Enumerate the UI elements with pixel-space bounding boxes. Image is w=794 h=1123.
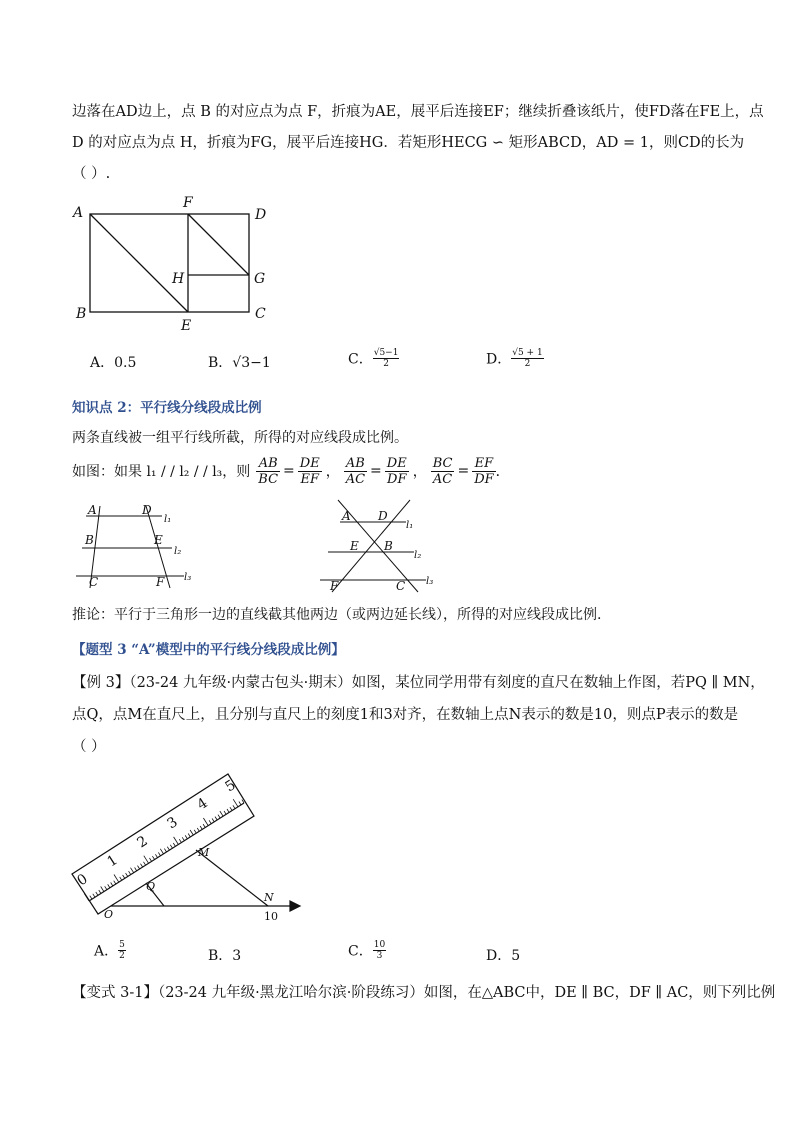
knowledge-text-1: 两条直线被一组平行线所截，所得的对应线段成比例。	[72, 430, 408, 446]
f2-eq: =	[370, 463, 382, 479]
fig2-label-a: A	[88, 503, 97, 517]
f1-num: AB	[256, 456, 280, 472]
ruler-num-3: 3	[164, 814, 181, 833]
f3-den: AC	[432, 471, 453, 487]
choice2-c-numerator: 10	[373, 940, 386, 950]
choice-b-prefix: B．	[208, 355, 233, 371]
fig1-label-c: C	[255, 306, 266, 322]
f2-den: AC	[345, 471, 366, 487]
fig4-label-n: N	[264, 891, 274, 904]
f3-num: BC	[432, 455, 453, 471]
sep-1: ，	[325, 464, 340, 480]
example3-line-3: （ ）	[72, 739, 106, 755]
fig2-label-b: B	[85, 533, 94, 547]
f1-rden: EF	[300, 471, 319, 487]
choice2-c-prefix: C．	[348, 943, 373, 960]
figure-parallel-lines-2	[318, 494, 448, 594]
choice-b[interactable]	[208, 352, 271, 372]
choice-c-numerator: √5−1	[373, 348, 399, 358]
choice2-a-numerator: 5	[119, 940, 125, 950]
choice-c[interactable]	[348, 348, 399, 369]
fig3-label-c: C	[396, 579, 406, 593]
fig3-label-e: E	[350, 539, 359, 553]
choice-c-denominator: 2	[383, 359, 389, 369]
choice2-a[interactable]	[94, 940, 126, 961]
fig3-label-l2: l₂	[414, 550, 422, 561]
choices-example-3	[0, 940, 794, 970]
problem-text-line-1: 边落在AD边上，点 B 的对应点为点 F，折痕为AE，展平后连接EF；继续折叠该纸片，使FD落在FE上，点	[72, 104, 764, 120]
f2-num: AB	[344, 456, 367, 472]
choice2-c-denominator: 3	[376, 951, 383, 961]
fig4-label-q: Q	[146, 880, 156, 893]
figure-ruler-number-line	[68, 768, 308, 924]
topic-heading: 【题型 3 “A”模型中的平行线分线段成比例】	[72, 642, 345, 658]
ruler-num-5: 5	[222, 777, 239, 796]
fig4-label-m: M	[198, 846, 210, 859]
example3-line-1: 【例 3】（23-24 九年级·内蒙古包头·期末）如图，某位同学用带有刻度的直尺在数轴上作图，若PQ ∥ MN，	[72, 675, 765, 691]
inference-text: 推论：平行于三角形一边的直线截其他两边（或两边延长线），所得的对应线段成比例.	[72, 607, 602, 623]
fig3-label-f: F	[330, 579, 339, 593]
problem-text-line-2: D 的对应点为点 H，折痕为FG，展平后连接HG．若矩形HECG ∽ 矩形ABCD，AD = 1，则CD的长为	[72, 135, 745, 151]
knowledge-heading: 知识点 2：平行线分线段成比例	[72, 400, 262, 416]
f1-den: BC	[258, 471, 279, 487]
choice-b-value: √3−1	[232, 355, 271, 371]
figure-parallel-lines-1	[70, 498, 210, 590]
variant-line-1: 【变式 3-1】（23-24 九年级·黑龙江哈尔滨·阶段练习）如图，在△ABC中，DE ∥ BC，DF ∥ AC，则下列比例	[72, 985, 776, 1001]
choice-a[interactable]: A．0.5	[90, 355, 137, 371]
choice-c-prefix: C．	[348, 351, 373, 368]
example3-line-2: 点Q，点M在直尺上，且分别与直尺上的刻度1和3对齐，在数轴上点N表示的数是10，则点P表示的数是	[72, 707, 739, 723]
choice-d-denominator: 2	[524, 359, 531, 369]
problem-text-line-3: （ ）.	[72, 166, 111, 182]
fig1-label-f: F	[183, 195, 193, 211]
fig3-label-d: D	[378, 509, 388, 523]
fig1-label-d: D	[255, 207, 267, 223]
fig2-label-l3: l₃	[184, 572, 192, 583]
choice-d-prefix: D．	[486, 351, 512, 368]
choice2-a-prefix: A．	[94, 943, 119, 960]
fig2-label-c: C	[89, 575, 99, 589]
fig1-label-b: B	[76, 306, 87, 322]
f3-eq: =	[457, 463, 470, 479]
choice-d[interactable]	[486, 348, 544, 369]
fig3-label-l1: l₁	[406, 520, 414, 531]
fig3-label-a: A	[342, 509, 351, 523]
proportion-end: ．	[495, 464, 510, 480]
fig3-label-b: B	[384, 539, 393, 553]
f3-rnum: EF	[472, 456, 495, 472]
fig1-label-e: E	[181, 318, 192, 334]
f1-rnum: DE	[299, 455, 320, 471]
proportion-line	[72, 452, 510, 490]
choice2-b[interactable]: B．3	[208, 948, 242, 964]
fig1-label-a: A	[73, 205, 84, 221]
fig4-label-o: O	[104, 908, 114, 921]
fig1-label-g: G	[254, 271, 266, 287]
fig3-label-l3: l₃	[426, 576, 434, 587]
choices-problem-1	[0, 348, 794, 374]
fig4-label-10: 10	[264, 910, 278, 923]
f2-rden: DF	[387, 471, 407, 487]
sep-2: ，	[412, 464, 427, 480]
choice2-a-denominator: 2	[119, 951, 125, 961]
ruler-num-0: 0	[74, 871, 91, 890]
ruler-num-2: 2	[134, 833, 151, 852]
f3-rden: DF	[474, 471, 494, 487]
fig2-label-d: D	[142, 503, 152, 517]
fig2-label-l1: l₁	[164, 514, 172, 525]
choice2-c[interactable]	[348, 940, 386, 961]
f1-eq: =	[283, 463, 295, 479]
fig1-label-h: H	[172, 271, 185, 287]
fig2-label-e: E	[154, 533, 163, 547]
fig2-label-l2: l₂	[174, 546, 182, 557]
ruler-num-1: 1	[104, 852, 121, 871]
proportion-prefix: 如图：如果 l₁ / / l₂ / / l₃，则	[72, 464, 251, 480]
choice2-d[interactable]: D．5	[486, 948, 521, 964]
ruler-num-4: 4	[194, 795, 211, 814]
choice-d-numerator: √5 + 1	[512, 348, 543, 358]
f2-rnum: DE	[386, 455, 407, 471]
figure-rectangle-fold	[68, 192, 278, 337]
fig2-label-f: F	[156, 575, 165, 589]
